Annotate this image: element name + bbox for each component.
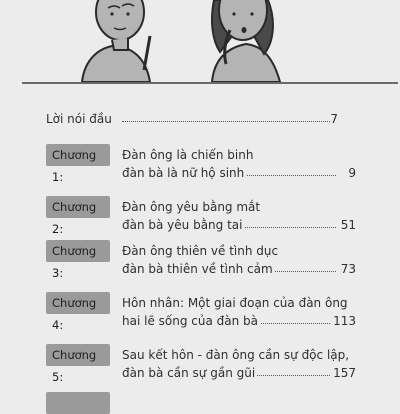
chapter-label-partial [46,392,110,414]
header-divider [22,82,398,84]
chapter-page-number: 113 [333,314,356,328]
chapter-label: Chương 1: [46,144,110,166]
chapter-title-line1: Đàn ông là chiến binh [122,148,254,162]
chapter-page-number: 51 [340,218,356,232]
woman-figure [212,0,280,82]
chapter-title-line2-row [122,262,356,278]
chapter-title-line2-row [122,166,356,182]
toc-chapter-5[interactable] [46,344,356,386]
chapter-label: Chương 4: [46,292,110,314]
chapter-title-line2: đàn bà cần sự gần gũi [122,366,256,380]
chapter-title-line1: Đàn ông yêu bằng mắt [122,200,261,214]
chapter-title-line2-row [122,366,356,382]
intro-page-number: 7 [330,112,338,126]
chapter-title-line1: Đàn ông thiên về tình dục [122,244,279,258]
toc-chapter-4[interactable] [46,292,356,334]
chapter-page-number: 73 [340,262,356,276]
man-figure [82,0,150,82]
chapter-title-line2-row [122,314,356,330]
chapter-label: Chương 2: [46,196,110,218]
chapter-title-line2: đàn bà yêu bằng tai [122,218,243,232]
chapter-title-line2: hai lẽ sống của đàn bà [122,314,259,328]
chapter-page-number: 157 [333,366,356,380]
toc-chapter-3[interactable] [46,240,356,282]
chapter-page-number: 9 [348,166,356,180]
chapter-title-line2: đàn bà thiên về tình cảm [122,262,273,276]
chapter-label: Chương 3: [46,240,110,262]
toc-chapter-1[interactable] [46,144,356,186]
toc-chapter-2[interactable] [46,196,356,238]
chapter-title-line2: đàn bà là nữ hộ sinh [122,166,245,180]
cover-illustration [0,0,400,82]
chapter-label: Chương 5: [46,344,110,366]
chapter-title-line1: Sau kết hôn - đàn ông cần sự độc lập, [122,348,350,362]
toc-intro-entry[interactable] [46,112,338,128]
chapter-title-line2-row [122,218,356,234]
chapter-title-line1: Hôn nhân: Một giai đoạn của đàn ông [122,296,348,310]
leader-dots [122,121,330,122]
intro-title: Lời nói đầu [46,112,112,126]
